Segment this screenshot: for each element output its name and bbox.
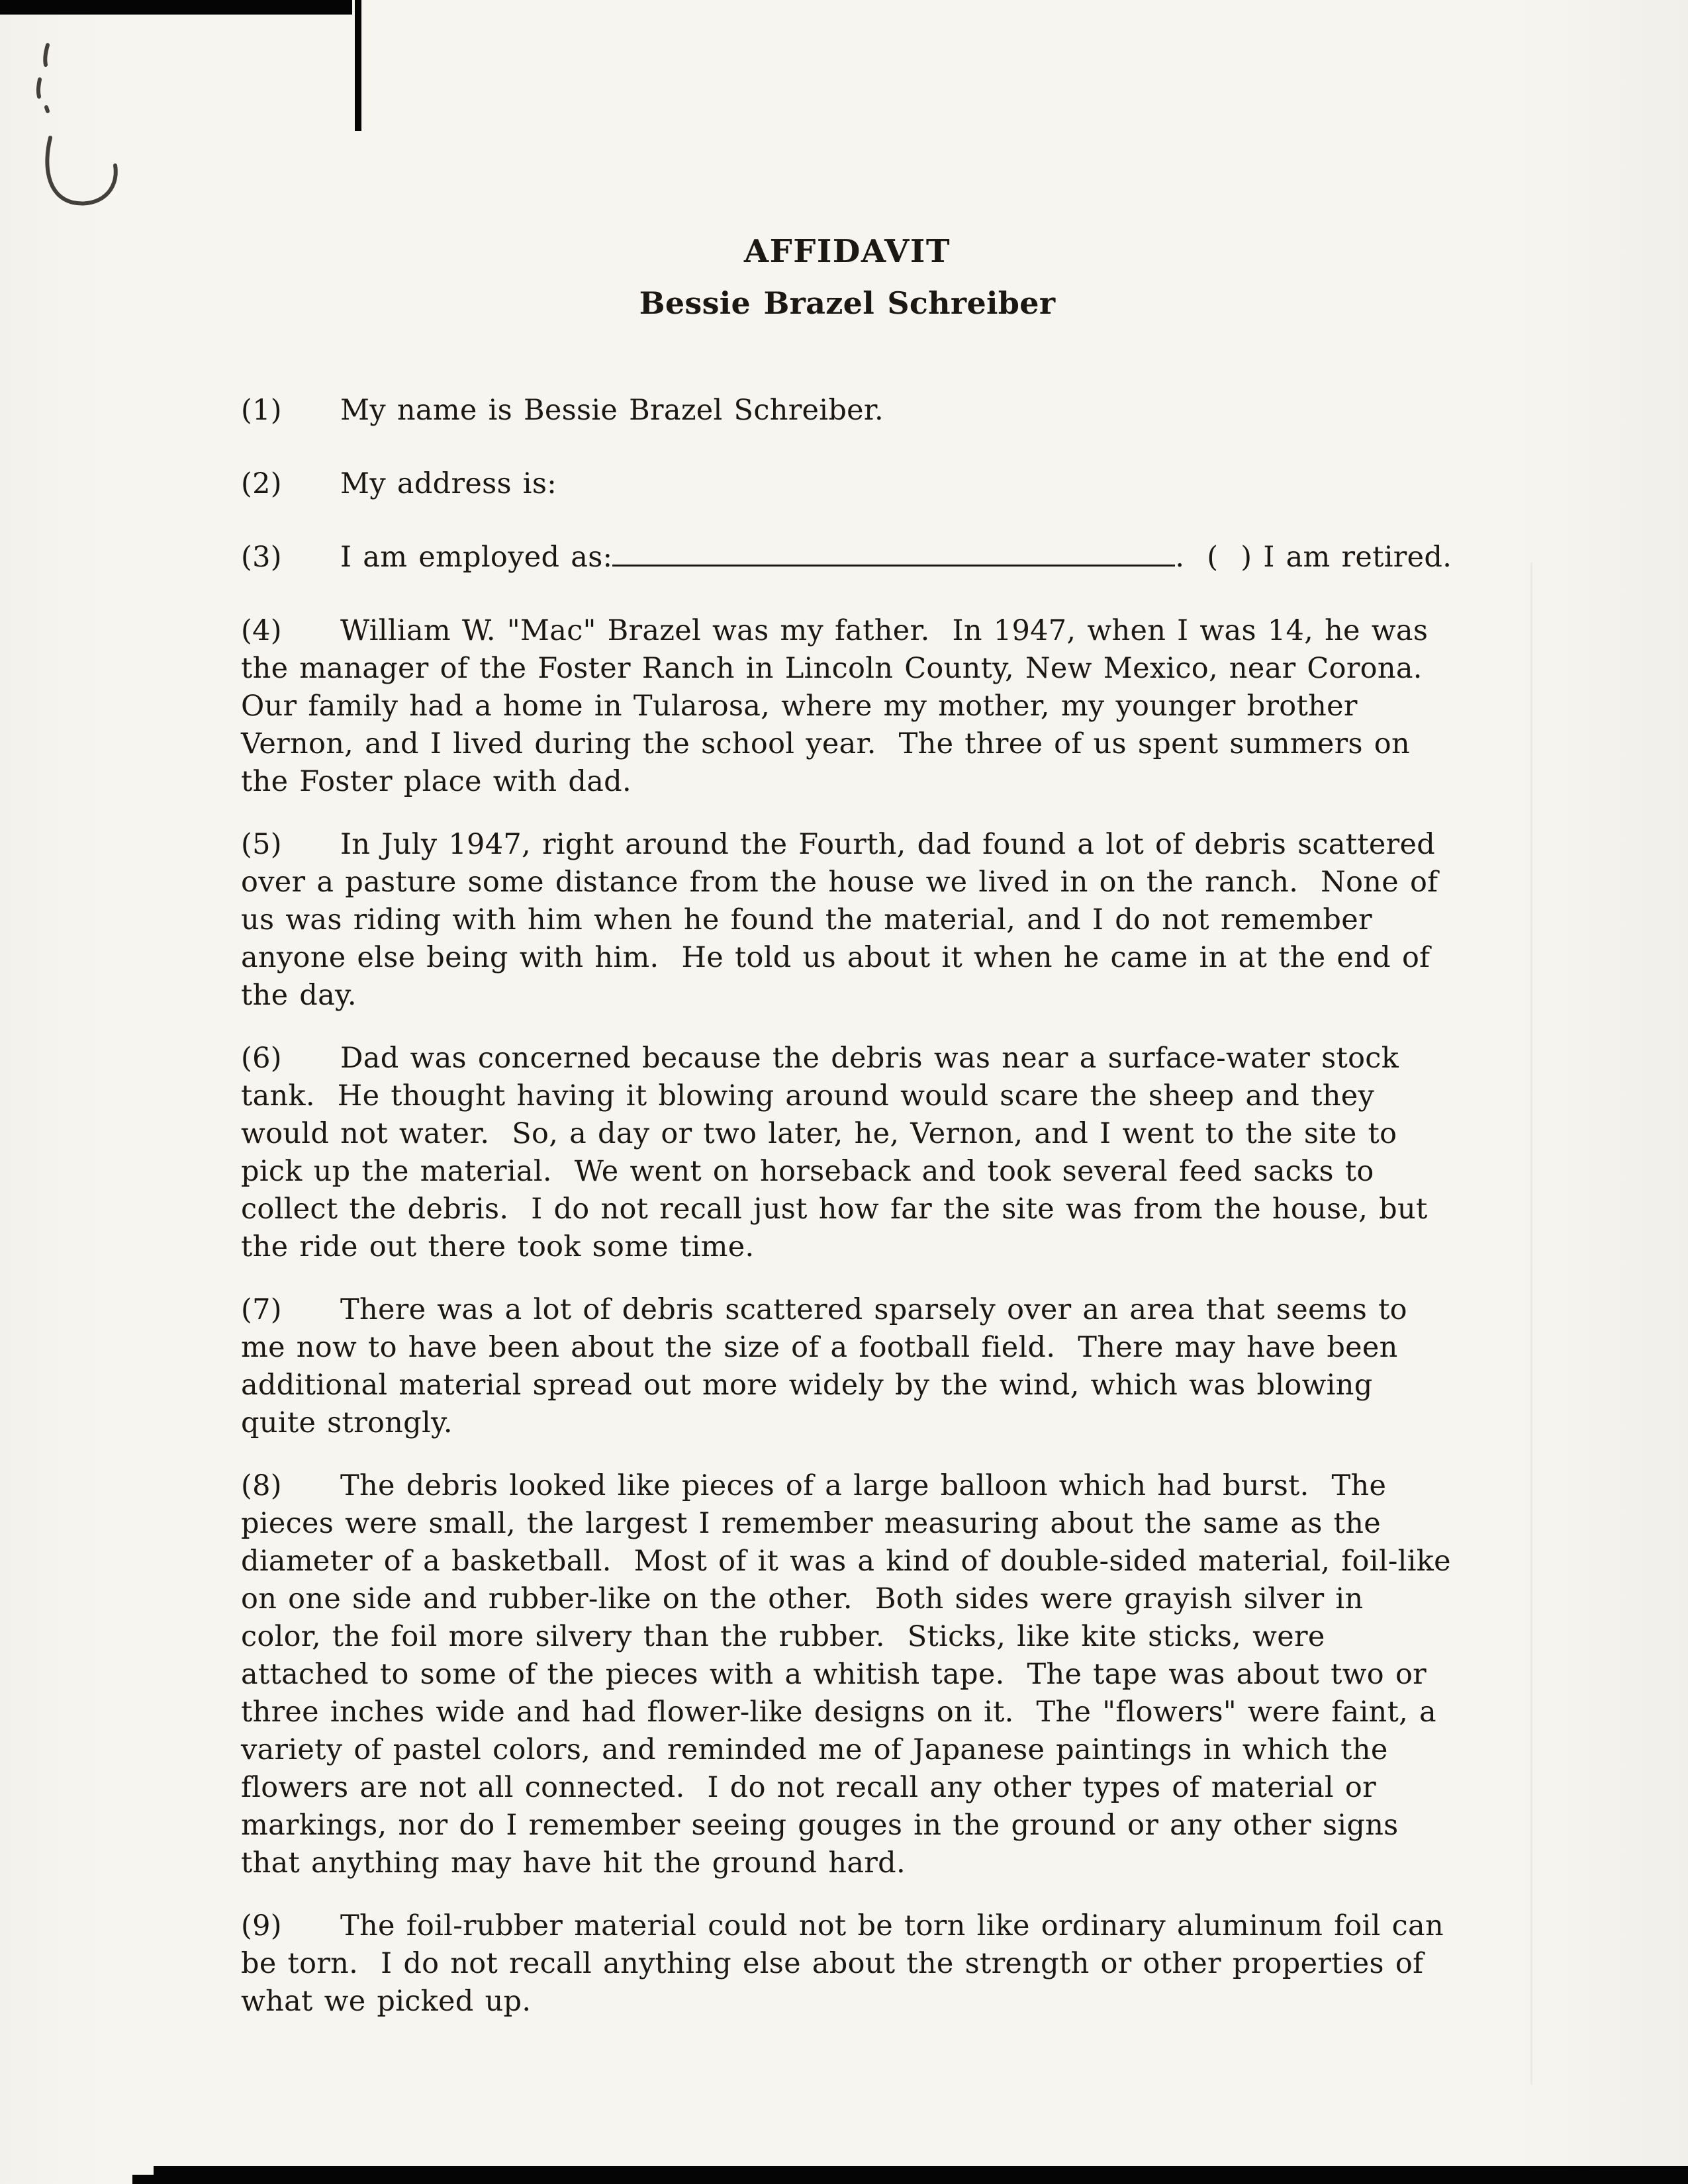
scan-artifact-bottom-bar [154, 2166, 1688, 2184]
affidavit-item-6 [241, 1040, 1454, 1266]
pen-scribble [25, 38, 138, 237]
item-number: (8) [241, 1469, 282, 1502]
item-text: My name is Bessie Brazel Schreiber. [340, 394, 884, 427]
affidavit-document [241, 233, 1462, 2046]
scan-artifact-top-strip [0, 0, 352, 15]
item-number: (9) [241, 1909, 282, 1942]
item-number: (5) [241, 828, 282, 861]
item-number: (4) [241, 614, 282, 647]
item-text: The foil-rubber material could not be torn like ordinary aluminum foil can be torn. I do not recall anything else about the strength or other properties of what we picked up. [241, 1909, 1455, 2018]
document-title: AFFIDAVIT [743, 233, 951, 270]
employed-as-label: I am employed as: [340, 541, 613, 574]
document-subtitle: Bessie Brazel Schreiber [639, 285, 1056, 321]
affidavit-item-1 [241, 392, 1454, 430]
affidavit-item-7 [241, 1291, 1454, 1442]
retired-checkbox-text: . ( ) I am retired. [1175, 541, 1452, 574]
scan-crease [1530, 563, 1532, 2085]
affidavit-item-8 [241, 1467, 1462, 1882]
item-number: (7) [241, 1293, 282, 1326]
employed-as-blank-line [612, 561, 1175, 567]
item-text: Dad was concerned because the debris was near a surface-water stock tank. He thought having it blowing around would scare the sheep and they would not water. So, a day or two later, he, Vernon, and I went to the site to pick up the material. We went on horseback and took several feed sacks to collect the debris. I do not recall just how far the site was from the house, but the ride out there took some time. [241, 1042, 1439, 1263]
item-text: The debris looked like pieces of a large balloon which had burst. The pieces were small, the largest I remember measuring about the same as the diameter of a basketball. Most of it was a kind of double-sided material, foil-like on one side and rubber-like on the other. Both sides were grayish silver in color, the foil more silvery than the rubber. Sticks, like kite sticks, were attached to some of the pieces with a whitish tape. The tape was about two or three inches wide and had flower-like designs on it. The "flowers" were faint, a variety of pastel colors, and reminded me of Japanese paintings in which the flowers are not all connected. I do not recall any other types of material or markings, nor do I remember seeing gouges in the ground or any other signs that anything may have hit the ground hard. [241, 1469, 1462, 1880]
item-text: My address is: [340, 467, 557, 500]
affidavit-items [241, 392, 1462, 2021]
affidavit-item-9 [241, 1907, 1454, 2021]
item-number: (1) [241, 394, 282, 427]
affidavit-item-5 [241, 826, 1454, 1015]
scan-artifact-top-line [355, 0, 361, 131]
item-text: In July 1947, right around the Fourth, dad found a lot of debris scattered over a pasture some distance from the house we lived in on the ranch. None of us was riding with him when he found the material, and I do not remember anyone else being with him. He told us about it when he came in at the end of the day. [241, 828, 1450, 1012]
item-text: William W. "Mac" Brazel was my father. In 1947, when I was 14, he was the manager of the Foster Ranch in Lincoln County, New Mexico, near Corona. Our family had a home in Tularosa, where my mother, my younger brother Vernon, and I lived during the school year. The three of us spent summers on the Foster place with dad. [241, 614, 1445, 798]
item-number: (3) [241, 541, 282, 574]
item-number: (6) [241, 1042, 282, 1075]
item-number: (2) [241, 467, 282, 500]
affidavit-item-4 [241, 612, 1454, 801]
item-text: There was a lot of debris scattered sparsely over an area that seems to me now to have been about the size of a football field. There may have been additional material spread out more widely by the wind, which was blowing quite strongly. [241, 1293, 1419, 1439]
affidavit-item-2 [241, 465, 1454, 503]
affidavit-item-3 [241, 539, 1454, 576]
